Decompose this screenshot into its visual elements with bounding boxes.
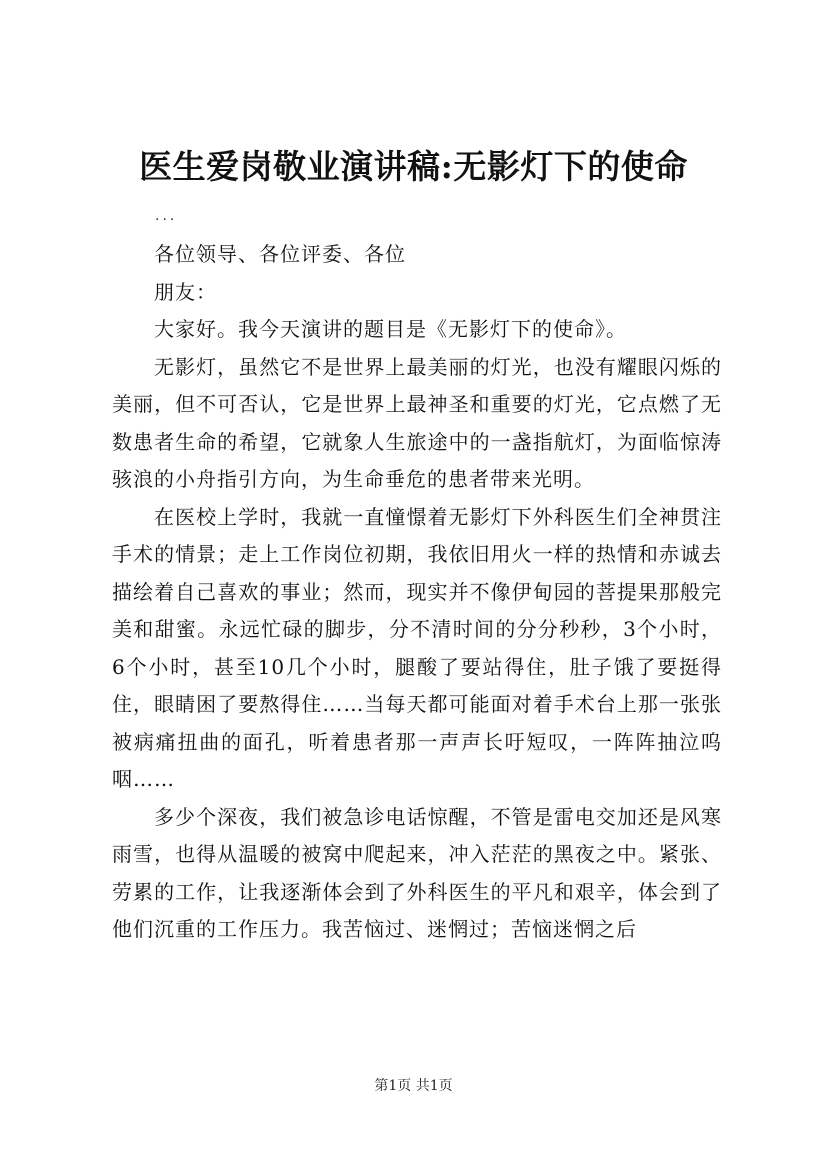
ellipsis-text: ... bbox=[155, 208, 178, 224]
paragraph-late-nights: 多少个深夜，我们被急诊电话惊醒，不管是雷电交加还是风寒雨雪，也得从温暖的被窝中爬起来，冲入茫茫的黑夜之中。紧张、劳累的工作，让我逐渐体会到了外科医生的平凡和艰辛，体会到了他们沉重的工作压力。我苦恼过、迷惘过；苦恼迷惘之后 bbox=[112, 804, 722, 941]
document-title: 医生爱岗敬业演讲稿:无影灯下的使命 bbox=[139, 147, 688, 186]
document-body bbox=[112, 236, 722, 949]
page-footer: 第1页 共1页 bbox=[374, 1078, 453, 1094]
paragraph-salutation-2: 朋友： bbox=[154, 279, 217, 304]
paragraph-medical-school: 在医校上学时，我就一直憧憬着无影灯下外科医生们全神贯注手术的情景；走上工作岗位初期，我依旧用火一样的热情和赤诚去描绘着自己喜欢的事业；然而，现实并不像伊甸园的菩提果那般完美和甜蜜。永远忙碌的脚步，分不清时间的分分秒秒，3个小时，6个小时，甚至10几个小时，腿酸了要站得住，肚子饿了要挺得住，眼睛困了要熬得住……当每天都可能面对着手术台上那一张张被病痛扭曲的面孔，听着患者那一声声长吁短叹，一阵阵抽泣呜咽…… bbox=[112, 504, 722, 791]
paragraph-salutation-1: 各位领导、各位评委、各位 bbox=[154, 242, 406, 266]
paragraph-greeting: 大家好。我今天演讲的题目是《无影灯下的使命》。 bbox=[154, 317, 627, 341]
paragraph-shadowless-lamp: 无影灯，虽然它不是世界上最美丽的灯光，也没有耀眼闪烁的美丽，但不可否认，它是世界上最神圣和重要的灯光，它点燃了无数患者生命的希望，它就象人生旅途中的一盏指航灯，为面临惊涛骇浪的小舟指引方向，为生命垂危的患者带来光明。 bbox=[112, 354, 722, 491]
